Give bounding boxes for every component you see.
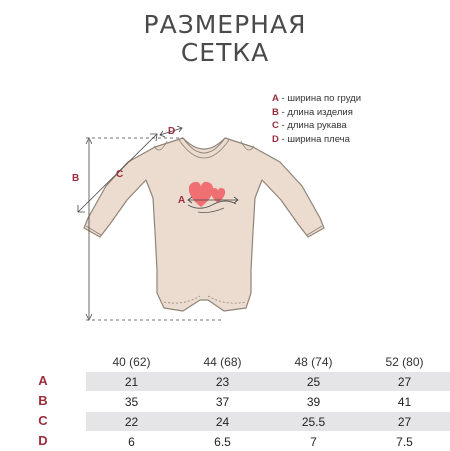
bodysuit-shape bbox=[84, 138, 324, 311]
table-cell: 22 bbox=[86, 412, 177, 432]
table-cell: 21 bbox=[86, 372, 177, 392]
table-cell: 6 bbox=[86, 432, 177, 451]
label-b: B bbox=[72, 173, 79, 184]
table-row bbox=[86, 432, 450, 451]
table-cell: 39 bbox=[268, 392, 359, 412]
column-header: 44 (68) bbox=[177, 352, 268, 372]
legend-key: A bbox=[272, 93, 279, 104]
legend-key: C bbox=[272, 120, 279, 131]
table-row-labels bbox=[0, 371, 86, 451]
label-a: A bbox=[178, 195, 185, 206]
size-table bbox=[86, 352, 450, 451]
table-cell: 37 bbox=[177, 392, 268, 412]
column-header: 48 (74) bbox=[268, 352, 359, 372]
table-cell: 24 bbox=[177, 412, 268, 432]
title-line-1: РАЗМЕРНАЯ bbox=[0, 10, 450, 39]
label-c: C bbox=[116, 169, 123, 180]
row-label-c: C bbox=[0, 411, 86, 431]
legend-text: - длина рукава bbox=[279, 120, 347, 131]
table-cell: 25.5 bbox=[268, 412, 359, 432]
legend-text: - ширина плеча bbox=[279, 134, 350, 145]
legend-key: D bbox=[272, 134, 279, 145]
legend-key: B bbox=[272, 107, 279, 118]
column-header: 40 (62) bbox=[86, 352, 177, 372]
table-cell: 41 bbox=[359, 392, 450, 412]
row-label-a: A bbox=[0, 371, 86, 391]
legend-text: - ширина по груди bbox=[279, 93, 361, 104]
table-cell: 23 bbox=[177, 372, 268, 392]
table-cell: 27 bbox=[359, 412, 450, 432]
table-row bbox=[86, 372, 450, 392]
title-line-2: СЕТКА bbox=[0, 38, 450, 67]
table-row bbox=[86, 412, 450, 432]
table-cell: 27 bbox=[359, 372, 450, 392]
table-cell: 6.5 bbox=[177, 432, 268, 451]
table-header-row bbox=[86, 352, 450, 372]
legend-text: - длина изделия bbox=[279, 107, 353, 118]
table-cell: 25 bbox=[268, 372, 359, 392]
table-row bbox=[86, 392, 450, 412]
table-cell: 7.5 bbox=[359, 432, 450, 451]
label-d: D bbox=[168, 126, 175, 137]
table-cell: 35 bbox=[86, 392, 177, 412]
column-header: 52 (80) bbox=[359, 352, 450, 372]
table-cell: 7 bbox=[268, 432, 359, 451]
row-label-d: D bbox=[0, 431, 86, 451]
row-label-b: B bbox=[0, 391, 86, 411]
